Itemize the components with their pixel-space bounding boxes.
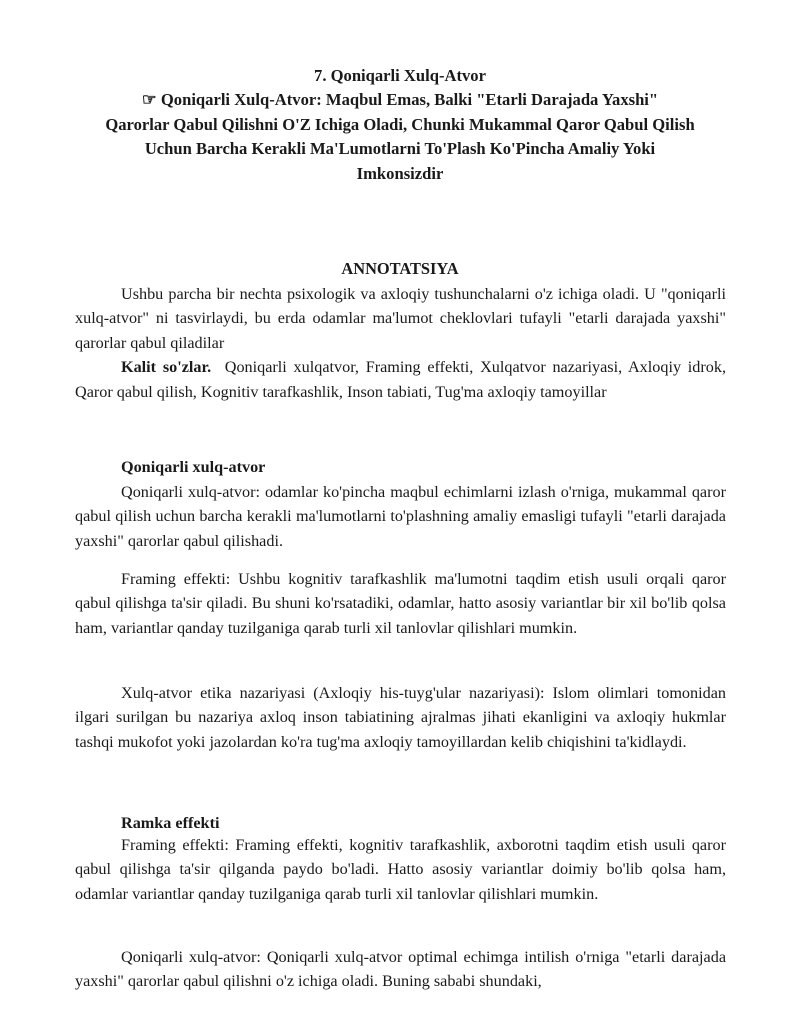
- paragraph-text: Framing effekti: Framing effekti, kognitiv tarafkashlik, axborotni taqdim etish usuli qaror qabul qilishga ta'sir qilganda paydo bo'ladi. Hatto asosiy variantlar doimiy bo'lib qolsa ham, odamlar variantlar qanday tuzilganiga qarab turli xil tanlovlar qilishlari mumkin.: [75, 836, 726, 903]
- subtitle-text: Qoniqarli Xulq-Atvor: Maqbul Emas, Balki "Etarli Darajada Yaxshi": [160, 90, 659, 110]
- paragraph-text: Xulq-atvor etika nazariyasi (Axloqiy his-tuyg'ular nazariyasi): Islom olimlari tomonidan ilgari surilgan bu nazariya axloq inson tabiatining ajralmas jihati ekanligini va axloqiy hukmlar tashqi mukofot yoki jazolardan ko'ra tug'ma axloqiy tamoyillardan kelib chiqishini ta'kidlaydi.: [75, 684, 726, 751]
- subtitle-line: Imkonsizdir: [356, 163, 444, 183]
- annotation-text: Ushbu parcha bir nechta psixologik va axloqiy tushunchalarni o'z ichiga oladi. U "qoniqarli xulq-atvor" ni tasvirlaydi, bu erda odamlar ma'lumot cheklovlari tufayli "etarli darajada yaxshi" qarorlar qabul qiladilar: [75, 285, 726, 352]
- section-paragraph: [75, 833, 726, 906]
- keywords-label: Kalit so'zlar.: [121, 358, 212, 377]
- section-paragraph: [75, 480, 726, 553]
- paragraph-text: Framing effekti: Ushbu kognitiv tarafkashlik ma'lumotni taqdim etish usuli orqali qaror qabul qilishga ta'sir qiladi. Bu shuni ko'rsatadiki, odamlar, hatto asosiy variantlar bir xil bo'lib qolsa ham, variantlar qanday tuzilganiga qarab turli xil tanlovlar qilishlari mumkin.: [75, 570, 726, 637]
- section-paragraph: [75, 945, 726, 994]
- document-title: [60, 64, 740, 186]
- section-heading: Qoniqarli xulq-atvor: [121, 458, 266, 476]
- subtitle-line: Qarorlar Qabul Qilishni O'Z Ichiga Oladi, Chunki Mukammal Qaror Qabul Qilish: [105, 114, 695, 134]
- chapter-title: 7. Qoniqarli Xulq-Atvor: [314, 66, 486, 85]
- section-paragraph: [75, 567, 726, 640]
- annotation-body: [75, 282, 726, 404]
- keywords-list: Qoniqarli xulqatvor, Framing effekti, Xulqatvor nazariyasi, Axloqiy idrok, Qaror qabul qilish, Kognitiv tarafkashlik, Inson tabiati, Tug'ma axloqiy tamoyillar: [75, 358, 727, 401]
- annotation-heading: ANNOTATSIYA: [341, 259, 459, 278]
- keywords-paragraph: [75, 355, 726, 404]
- section-heading: Ramka effekti: [121, 814, 220, 832]
- paragraph-text: Qoniqarli xulq-atvor: odamlar ko'pincha maqbul echimlarni izlash o'rniga, mukammal qaror qabul qilish uchun barcha kerakli ma'lumotlarni to'plashning amaliy emasligi tufayli "etarli darajada yaxshi" qarorlar qabul qilishadi.: [75, 483, 726, 550]
- subtitle-line: Uchun Barcha Kerakli Ma'Lumotlarni To'Plash Ko'Pincha Amaliy Yoki: [144, 139, 656, 159]
- subtitle-line: [60, 88, 740, 112]
- pointing-hand-icon: ☞: [141, 90, 157, 110]
- section-paragraph: [75, 681, 726, 754]
- paragraph-text: Qoniqarli xulq-atvor: Qoniqarli xulq-atvor optimal echimga intilish o'rniga "etarli darajada yaxshi" qarorlar qabul qilishni o'z ichiga oladi. Buning sababi shundaki,: [75, 948, 726, 991]
